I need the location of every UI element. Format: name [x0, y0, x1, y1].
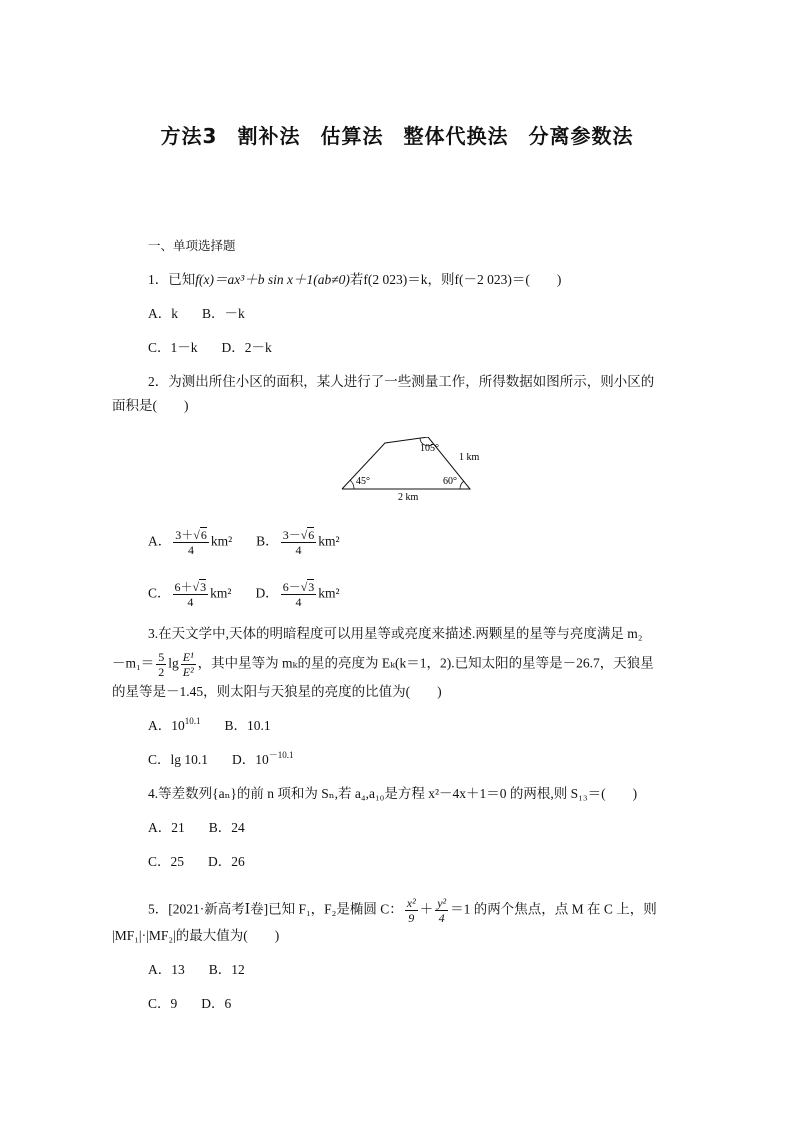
q3-text: ，其中星等为 mₖ的星的亮度为 Eₖ(k＝1，2).已知太阳的星等是－26.7，天狼星 [197, 655, 654, 671]
q5-options-row1 [148, 960, 245, 980]
q2-option-c-fraction: $\frac{6+√3}{4}$ [174, 580, 207, 609]
figure-side-right: 1 km [459, 452, 480, 463]
frac-den: 4 [295, 543, 302, 557]
q3-options-row2 [148, 750, 294, 770]
q2-option-d-label: D． [255, 585, 279, 601]
question-5-line1 [148, 896, 657, 925]
figure-angle-left: 45° [356, 476, 370, 487]
q1-options-row2 [148, 338, 272, 358]
title-part: 估算法 [320, 124, 384, 148]
q5-fraction-x [405, 896, 418, 925]
q5-text: ＝1 的两个焦点，点 M 在 C 上，则 [450, 901, 657, 917]
q1-text: 若 [349, 272, 364, 287]
q1-option-a: A．k [148, 306, 178, 321]
unit: km² [210, 533, 233, 549]
figure-base: 2 km [398, 492, 419, 503]
q1-option-c: C．1－k [148, 340, 198, 355]
frac-den: E² [182, 665, 194, 679]
q3-fraction-e [181, 650, 196, 679]
frac-num: y² [437, 896, 447, 910]
q2-option-b-label: B． [256, 533, 279, 549]
q1-text: ，则 [427, 272, 455, 287]
q2-option-d-fraction: $\frac{6-√3}{4}$ [282, 580, 315, 609]
q3-option-a-exp: 10.1 [184, 716, 201, 726]
q3-fraction-5-2 [156, 650, 166, 679]
q3-option-c: C．lg 10.1 [148, 752, 209, 767]
frac-num: 6＋ [174, 580, 193, 594]
q3-option-b: B．10.1 [224, 718, 271, 733]
q4-option-b: B．24 [208, 820, 245, 835]
unit: km² [318, 533, 340, 549]
q2-option-a-fraction: $\frac{3+√6}{4}$ [175, 528, 207, 557]
frac-den: 9 [408, 911, 415, 925]
question-2-line1: 2．为测出所住小区的面积，某人进行了一些测量工作，所得数据如图所示，则小区的 [148, 374, 655, 389]
q1-options-row1 [148, 304, 245, 324]
question-4-stem: 4.等差数列{aₙ}的前 n 项和为 Sₙ,若 a₄,a₁₀是方程 x²－4x＋1＝0 的两根,则 S₁₃＝( ) [148, 786, 638, 801]
unit: km² [318, 585, 340, 601]
radicand: 3 [200, 580, 207, 594]
quadrilateral-figure [340, 437, 480, 505]
q4-option-a: A．21 [148, 820, 185, 835]
q5-option-a: A．13 [148, 962, 185, 977]
section-heading: 一、单项选择题 [148, 238, 236, 253]
q3-option-a: A．10 [148, 718, 185, 733]
radicand: 6 [200, 528, 207, 542]
frac-den: 4 [187, 595, 194, 609]
q5-plus: ＋ [419, 901, 434, 917]
q5-option-b: B．12 [208, 962, 245, 977]
q1-text: 1．已知 [148, 272, 196, 287]
unit: km² [210, 585, 232, 601]
title-part: 割补法 [237, 124, 301, 148]
question-2-line2: 面积是( ) [112, 398, 189, 413]
q2-options-row2 [148, 580, 340, 609]
q1-option-b: B．－k [202, 306, 245, 321]
q4-options-row1 [148, 818, 245, 838]
frac-den: 2 [158, 665, 165, 679]
radicand: 3 [308, 580, 315, 594]
q5-fraction-y [435, 896, 448, 925]
page-title [0, 120, 794, 149]
question-3-line2 [112, 650, 654, 679]
q1-function: f(x)＝ax³＋b sin x＋1(ab≠0) [195, 272, 350, 287]
q2-options-row1 [148, 528, 340, 557]
question-3-line1: 3.在天文学中,天体的明暗程度可以用星等或亮度来描述.两颗星的星等与亮度满足 m₂ [148, 626, 643, 641]
frac-num: E¹ [182, 650, 194, 664]
title-part: 整体代换法 [403, 124, 509, 148]
title-part: 分离参数法 [528, 124, 634, 148]
question-3-line3: 的星等是－1.45，则太阳与天狼星的亮度的比值为( ) [112, 684, 442, 699]
title-part: 方法3 [160, 124, 218, 148]
frac-num: 5 [158, 650, 165, 664]
q5-option-d: D．6 [201, 996, 232, 1011]
q3-text: －m₁＝ [112, 655, 155, 671]
q1-condition: f(2 023)＝k [363, 272, 428, 287]
radicand: 6 [308, 528, 315, 542]
q1-ask: f(－2 023)＝( ) [454, 272, 562, 287]
frac-num: x² [406, 896, 416, 910]
q3-option-d: D．10 [232, 752, 269, 767]
frac-num: 3＋ [175, 528, 194, 542]
figure-angle-top: 105° [420, 443, 439, 454]
q2-option-c-label: C． [148, 585, 171, 601]
q2-option-b-fraction: $\frac{3-√6}{4}$ [282, 528, 315, 557]
frac-num: 3－ [282, 528, 301, 542]
frac-den: 4 [438, 911, 445, 925]
frac-num: 6－ [282, 580, 301, 594]
q3-lg: lg [168, 655, 179, 671]
q4-options-row2 [148, 852, 245, 872]
q5-options-row2 [148, 994, 231, 1014]
frac-den: 4 [295, 595, 302, 609]
q3-options-row1 [148, 716, 271, 736]
figure-angle-right: 60° [443, 476, 457, 487]
angle-arc-left [350, 480, 354, 489]
frac-den: 4 [188, 543, 195, 557]
q5-option-c: C．9 [148, 996, 178, 1011]
q4-option-c: C．25 [148, 854, 185, 869]
q1-option-d: D．2－k [221, 340, 272, 355]
q2-option-a-label: A． [148, 533, 172, 549]
q4-option-d: D．26 [208, 854, 245, 869]
question-5-line2: |MF₁|·|MF₂|的最大值为( ) [112, 928, 280, 943]
question-1-stem [148, 270, 561, 290]
angle-arc-right [460, 481, 464, 489]
q5-text: 5．[2021·新高考Ⅰ卷]已知 F₁，F₂是椭圆 C： [148, 901, 403, 917]
q3-option-d-exp: －10.1 [268, 750, 294, 760]
